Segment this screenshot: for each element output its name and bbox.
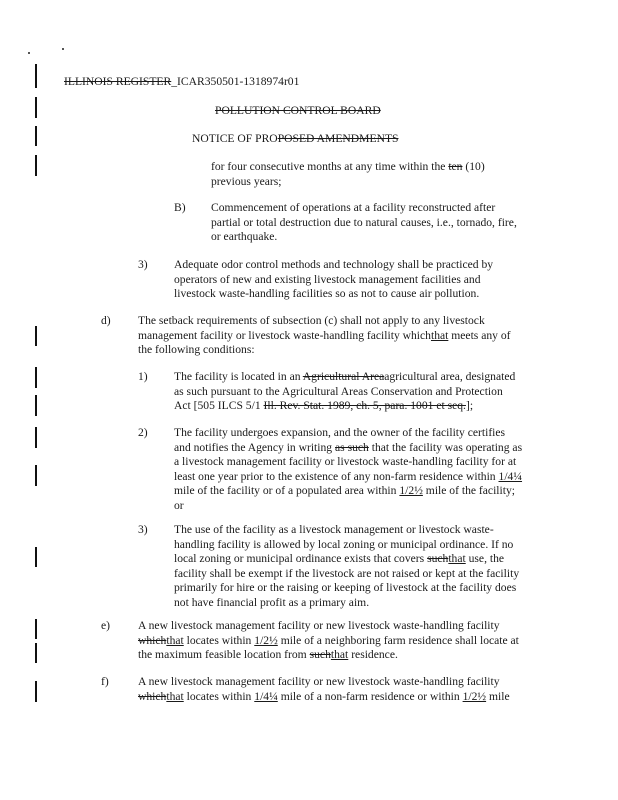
section-label: f) bbox=[101, 675, 109, 688]
scan-speck bbox=[28, 52, 30, 54]
section-label: e) bbox=[101, 619, 111, 632]
notice-header bbox=[192, 132, 398, 147]
section-d-text: The setback requirements of subsection (c) shall not apply to any livestock management facility or livestock waste-handling facility whichthat meets any of the following conditions: bbox=[138, 314, 511, 357]
scan-speck bbox=[62, 48, 64, 50]
revision-bar bbox=[35, 427, 37, 448]
revision-bar bbox=[35, 681, 37, 702]
section-e-text: A new livestock management facility or new livestock waste-handling facility whichthat locates within 1/2½ mile of a neighboring farm residence shall locate at the maximum feasible location from suchthat residence. bbox=[138, 619, 519, 662]
agency-header bbox=[215, 104, 381, 119]
para-a-continuation bbox=[211, 160, 485, 189]
notice-title-struck: POSED AMENDMENTS bbox=[277, 132, 399, 145]
revision-bar bbox=[35, 643, 37, 663]
item-3-upper-text: Adequate odor control methods and technology shall be practiced by operators of new and existing livestock management facilities and livestock waste-handling facilities so as not to cause air pollution. bbox=[174, 258, 494, 301]
revision-bar bbox=[35, 326, 37, 346]
revision-bar bbox=[35, 619, 37, 639]
item-label: 2) bbox=[138, 426, 148, 439]
revision-bar bbox=[35, 64, 37, 88]
text-line: for four consecutive months at any time within the ten (10) bbox=[211, 160, 485, 173]
text-line: previous years; bbox=[211, 174, 282, 188]
notice-title: NOTICE OF PRO bbox=[192, 132, 278, 145]
revision-bar bbox=[35, 367, 37, 388]
d-item-1-text: The facility is located in an Agricultural Areaagricultural area, designated as such pursuant to the Agricultural Areas Conservation and Protection Act [505 ILCS 5/1 Ill. Rev. Stat. 1989, ch. 5, para. 1001 et seq.]; bbox=[174, 370, 516, 413]
agency-title-struck: POLLUTION CONTROL BOARD bbox=[215, 104, 381, 117]
register-code: _ICAR350501-1318974r01 bbox=[171, 75, 300, 88]
revision-bar bbox=[35, 395, 37, 416]
revision-bar bbox=[35, 97, 37, 118]
register-title-struck: ILLINOIS REGISTER bbox=[64, 75, 172, 88]
section-f-text: A new livestock management facility or new livestock waste-handling facility whichthat locates within 1/4¼ mile of a non-farm residence or within 1/2½ mile bbox=[138, 675, 510, 703]
item-label: 3) bbox=[138, 523, 148, 536]
register-header bbox=[64, 75, 299, 90]
d-item-3-text: The use of the facility as a livestock management or livestock waste- handling facility is allowed by local zoning or municipal ordinance. If no local zoning or municipal ordinance exists that covers suchthat use, the facility shall be exempt if the livestock are not raised or kept at the facility primarily for hire or the raising or keeping of livestock at the facility does not have financial profit as a primary aim. bbox=[174, 523, 520, 609]
revision-bar bbox=[35, 465, 37, 486]
section-label: d) bbox=[101, 314, 111, 327]
d-item-2-text: The facility undergoes expansion, and the owner of the facility certifies and notifies the Agency in writing as such that the facility was operating as a livestock management facility or livestock waste-handling facility for at least one year prior to the existence of any non-farm residence within 1/4¼ mile of the facility or of a populated area within 1/2½ mile of the facility; or bbox=[174, 426, 523, 512]
item-label: B) bbox=[174, 201, 186, 214]
revision-bar bbox=[35, 126, 37, 146]
item-label: 3) bbox=[138, 258, 148, 271]
item-label: 1) bbox=[138, 370, 148, 383]
revision-bar bbox=[35, 547, 37, 567]
item-B-text: Commencement of operations at a facility reconstructed after partial or total destruction due to natural causes, i.e., tornado, fire, or earthquake. bbox=[211, 201, 517, 244]
revision-bar bbox=[35, 155, 37, 176]
